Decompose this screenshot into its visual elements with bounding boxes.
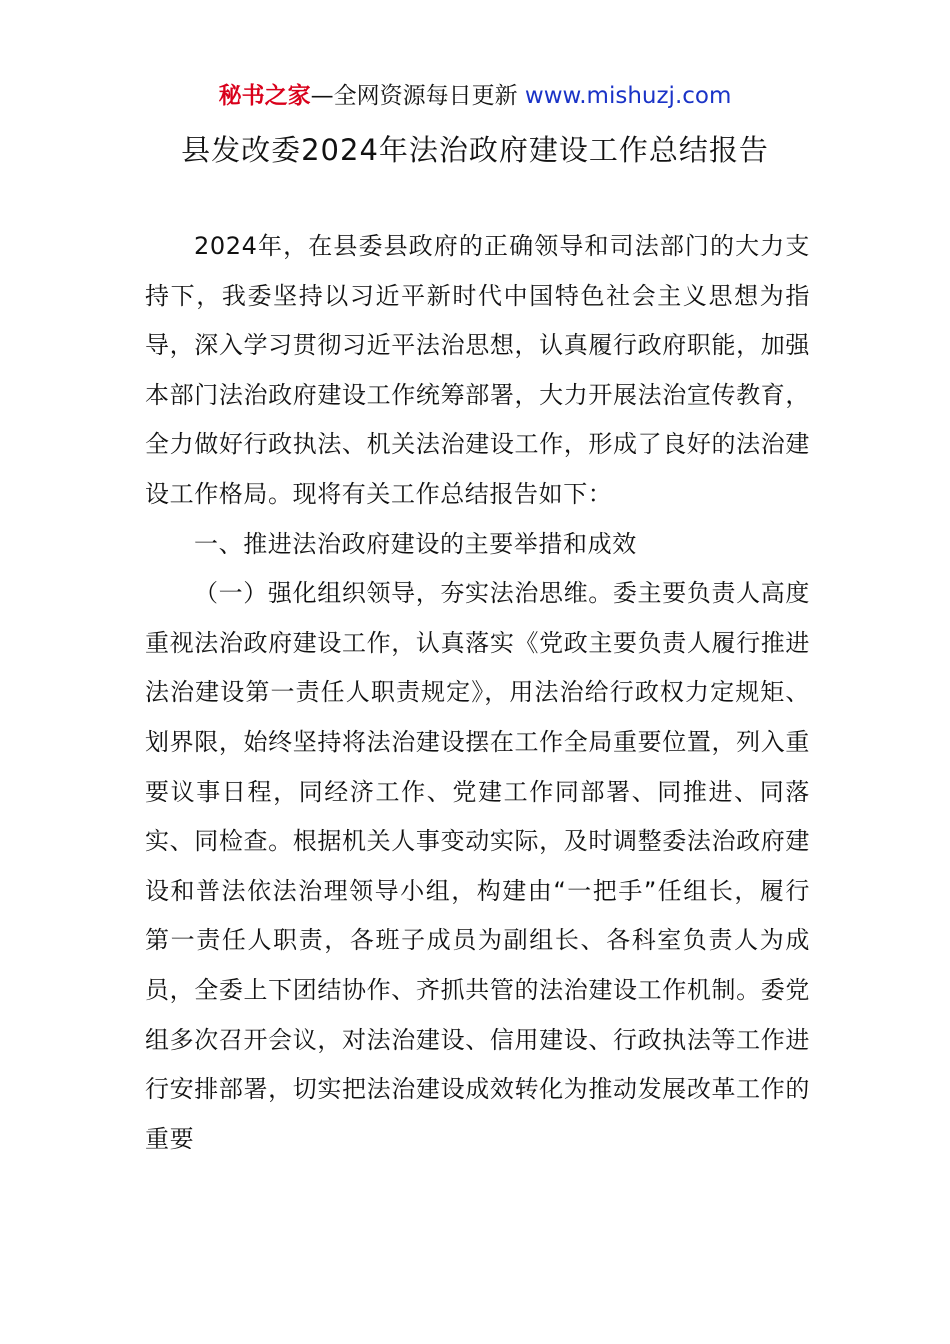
site-url-link[interactable]: www.mishuzj.com [524,83,732,109]
section-heading: 一、推进法治政府建设的主要举措和成效 [194,529,637,558]
site-header [0,80,950,112]
subsection-paragraph: （一）强化组织领导，夯实法治思维。委主要负责人高度重视法治政府建设工作，认真落实《党政主要负责人履行推进法治建设第一责任人职责规定》，用法治给行政权力定规矩、划界限，始终坚持将法治建设摆在工作全局重要位置，列入重要议事日程，同经济工作、党建工作同部署、同推进、同落实、同检查。根据机关人事变动实际，及时调整委法治政府建设和普法依法治理领导小组，构建由“一把手”任组长，履行第一责任人职责，各班子成员为副组长、各科室负责人为成员，全委上下团结协作、齐抓共管的法治建设工作机制。委党组多次召开会议，对法治建设、信用建设、行政执法等工作进行安排部署，切实把法治建设成效转化为推动发展改革工作的重要 [145,579,810,1153]
document-body [145,222,810,1164]
brand-name: 秘书之家 [218,83,311,109]
intro-paragraph: 2024年，在县委县政府的正确领导和司法部门的大力支持下，我委坚持以习近平新时代中国特色社会主义思想为指导，深入学习贯彻习近平法治思想，认真履行政府职能，加强本部门法治政府建设工作统筹部署，大力开展法治宣传教育，全力做好行政执法、机关法治建设工作，形成了良好的法治建设工作格局。现将有关工作总结报告如下： [145,232,810,508]
header-tagline: —全网资源每日更新 [310,83,518,109]
document-title: 县发改委2024年法治政府建设工作总结报告 [181,133,769,167]
